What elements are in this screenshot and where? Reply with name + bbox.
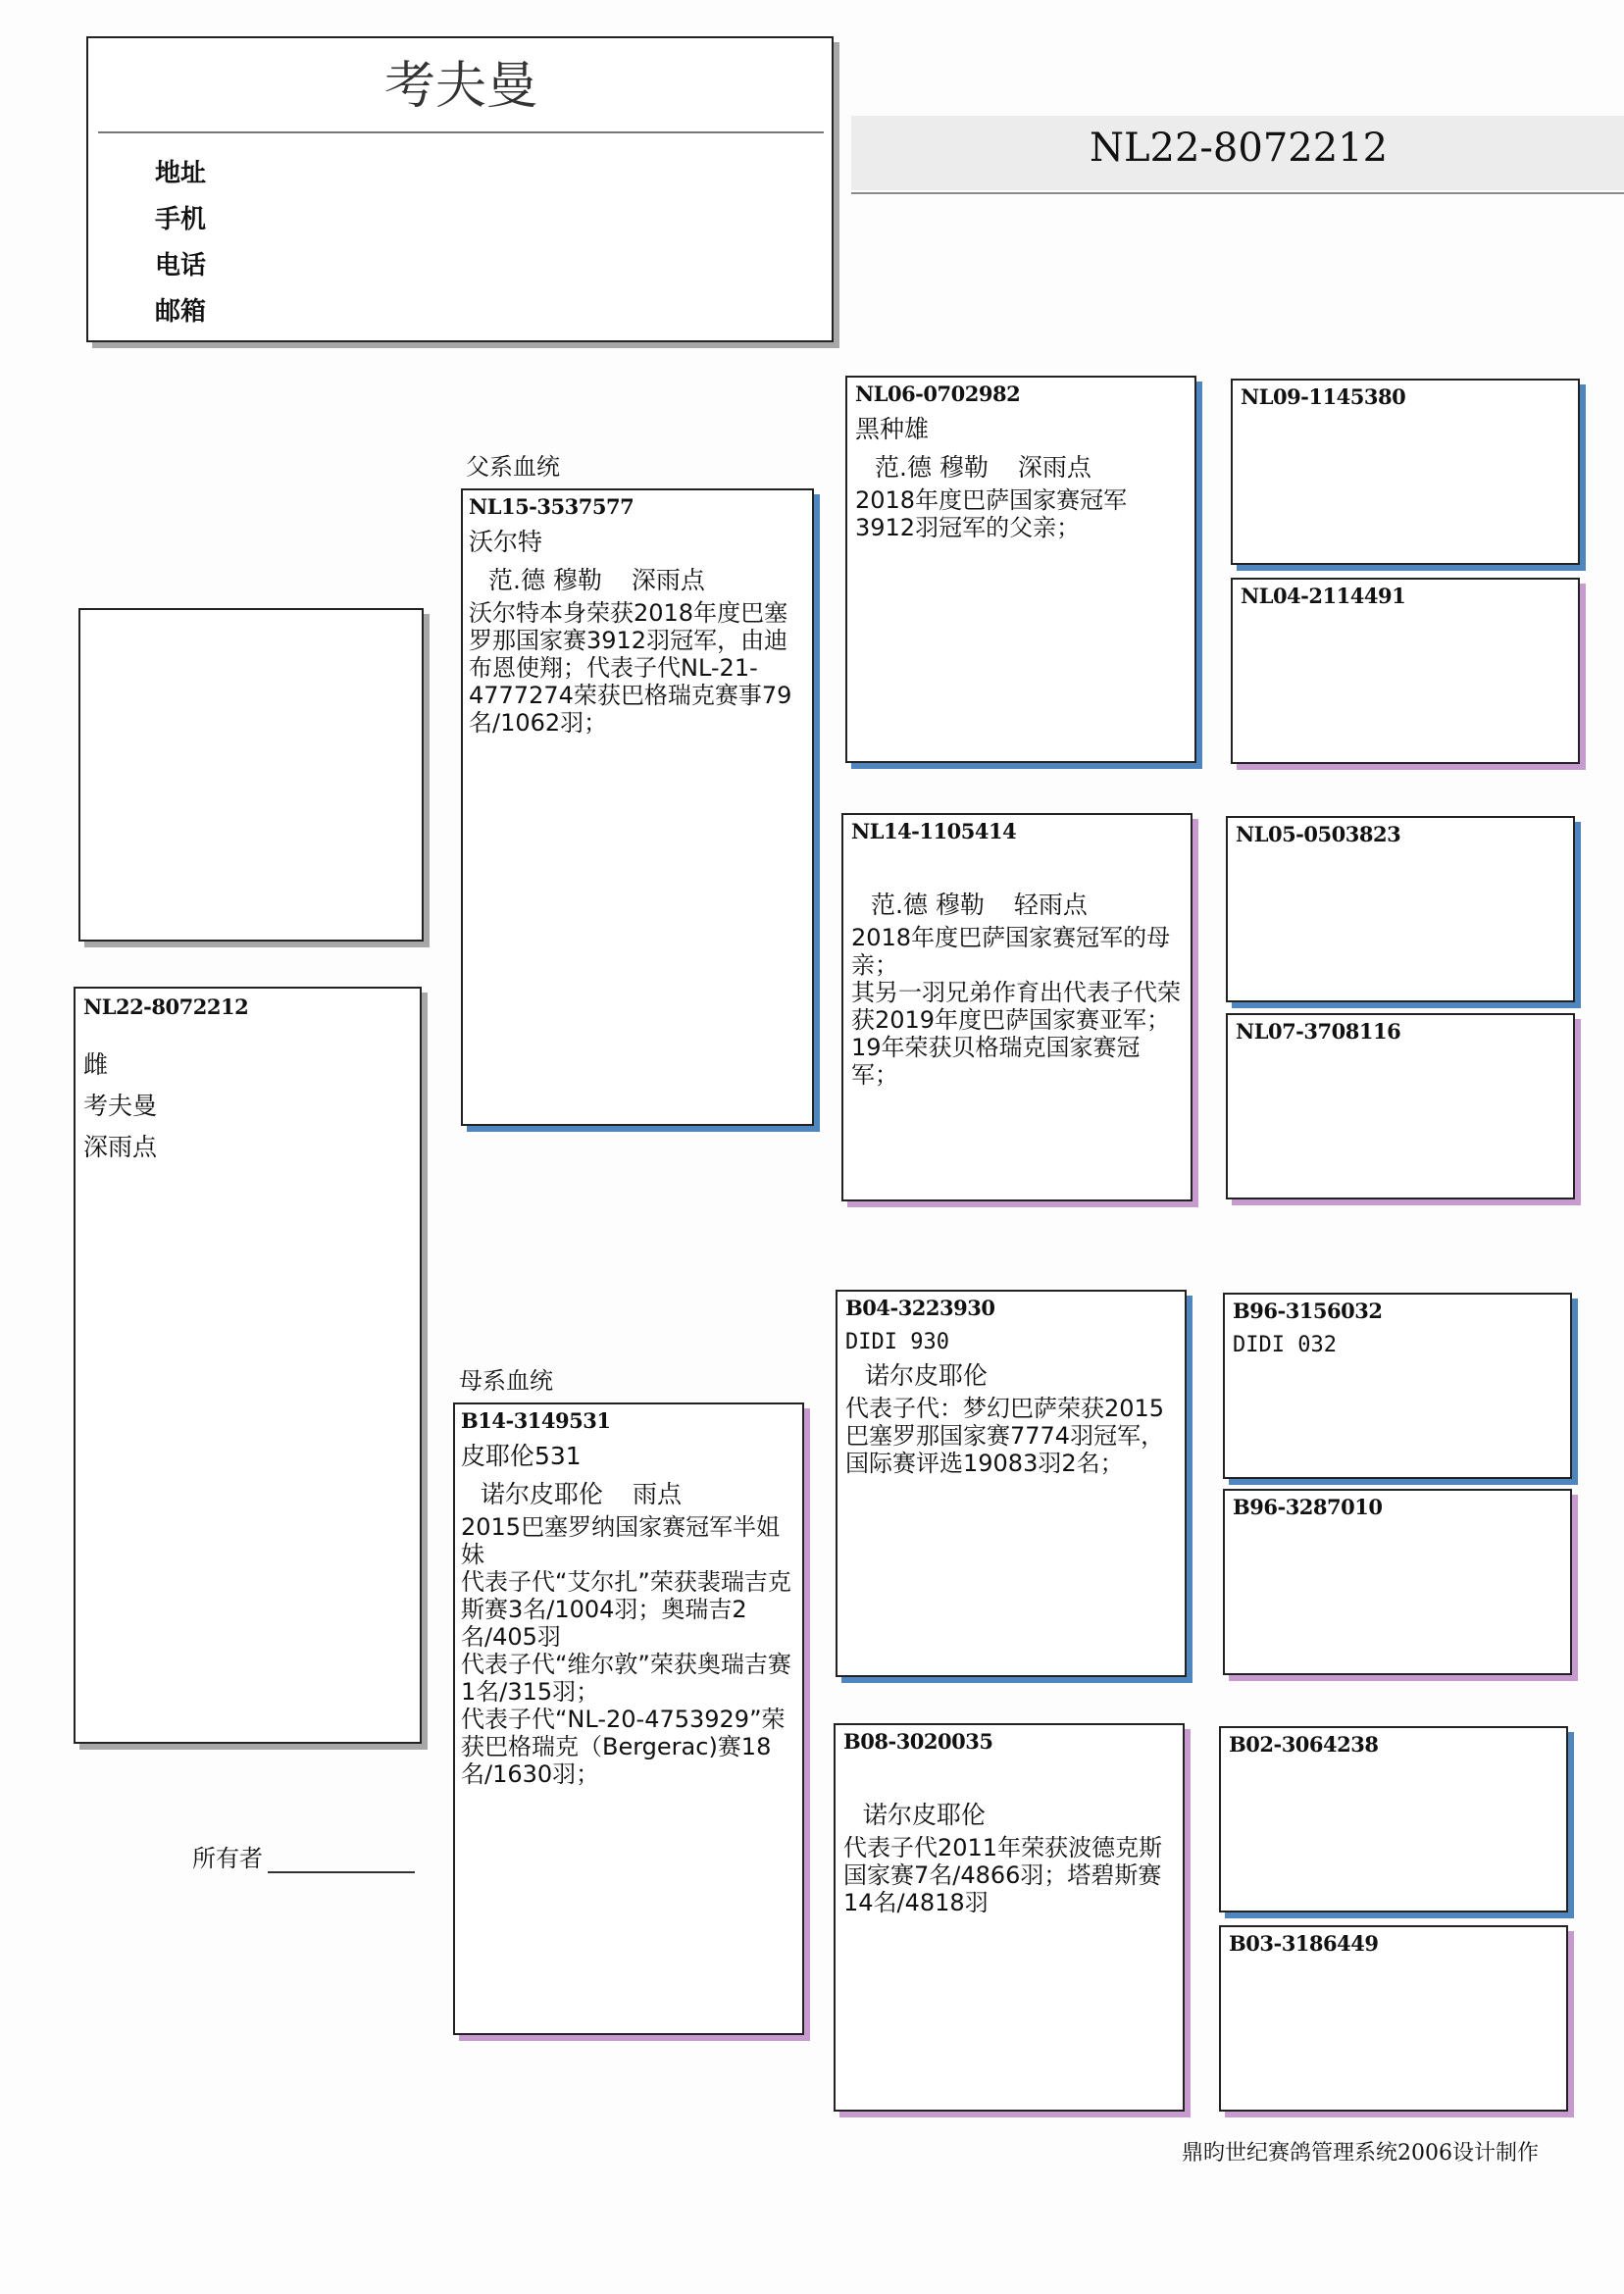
dam-sire-breeder: 诺尔皮耶伦	[865, 1361, 989, 1390]
address-label: 地址	[155, 159, 207, 188]
subject-breeder: 考夫曼	[83, 1092, 158, 1120]
main-ring-number: NL22-8072212	[1089, 126, 1389, 171]
ggp-sd-sire-ring: NL05-0503823	[1236, 822, 1401, 846]
owner-name: 考夫曼	[383, 57, 537, 116]
dam-sire-name: DIDI 930	[845, 1330, 949, 1354]
sire-sire-breeder-row	[855, 452, 1187, 483]
owner-field	[192, 1839, 415, 1873]
subject-sex: 雌	[83, 1050, 109, 1079]
photo-box	[78, 608, 424, 942]
ggp-dd-sire-card	[1219, 1726, 1568, 1912]
footer-credit: 鼎昀世纪赛鸽管理系统2006设计制作	[1182, 2141, 1539, 2166]
dam-dam-card	[834, 1723, 1185, 2112]
ggp-ss-sire-card	[1231, 379, 1580, 565]
dam-dam-breeder: 诺尔皮耶伦	[863, 1801, 987, 1829]
sire-section-label: 父系血统	[466, 453, 560, 481]
sire-dam-color: 轻雨点	[1013, 891, 1088, 919]
mobile-label: 手机	[155, 205, 207, 234]
sire-card	[461, 488, 814, 1126]
dam-dam-ring: B08-3020035	[843, 1729, 993, 1754]
dam-dam-description: 代表子代2011年荣获波德克斯国家赛7名/4866羽；塔碧斯赛14名/4818羽	[843, 1834, 1163, 1916]
sire-color: 深雨点	[631, 566, 705, 594]
subject-card	[74, 987, 422, 1744]
sire-description: 沃尔特本身荣获2018年度巴塞罗那国家赛3912羽冠军，由迪布恩使翔；代表子代NL-21-4777274荣获巴格瑞克赛事79名/1062羽；	[469, 599, 792, 737]
banner-underline	[851, 192, 1624, 194]
ggp-ss-dam-ring: NL04-2114491	[1241, 584, 1406, 608]
sire-sire-color: 深雨点	[1017, 453, 1091, 482]
sire-dam-card	[841, 813, 1193, 1201]
owner-label: 所有者	[192, 1845, 263, 1872]
ggp-dd-sire-ring: B02-3064238	[1229, 1732, 1379, 1757]
dam-color: 雨点	[633, 1480, 683, 1508]
sire-name: 沃尔特	[469, 528, 543, 556]
sire-dam-ring: NL14-1105414	[851, 819, 1017, 843]
ggp-ds-dam-ring: B96-3287010	[1233, 1495, 1383, 1519]
subject-color: 深雨点	[83, 1133, 158, 1161]
ggp-dd-dam-ring: B03-3186449	[1229, 1931, 1379, 1956]
dam-name: 皮耶伦531	[461, 1442, 582, 1470]
sire-sire-card	[845, 376, 1196, 763]
dam-ring: B14-3149531	[461, 1408, 611, 1433]
ggp-ds-sire-name: DIDI 032	[1233, 1333, 1337, 1357]
sire-sire-breeder: 范.德 穆勒	[875, 453, 989, 482]
ggp-dd-dam-card	[1219, 1925, 1568, 2112]
ggp-ds-dam-card	[1223, 1489, 1572, 1675]
sire-ring: NL15-3537577	[469, 494, 634, 519]
sire-dam-breeder-row	[851, 890, 1183, 920]
header-divider	[98, 131, 824, 133]
subject-ring: NL22-8072212	[83, 994, 249, 1019]
sire-dam-description: 2018年度巴萨国家赛冠军的母亲； 其另一羽兄弟作育出代表子代荣获2019年度巴萨国家赛亚军；19年荣获贝格瑞克国家赛冠军；	[851, 924, 1181, 1089]
ggp-ds-sire-card	[1223, 1293, 1572, 1479]
sire-sire-name: 黑种雄	[855, 415, 930, 443]
ggp-sd-sire-card	[1226, 816, 1575, 1002]
owner-header-card	[86, 36, 834, 342]
ggp-ss-sire-ring: NL09-1145380	[1241, 384, 1406, 409]
phone-label: 电话	[155, 251, 207, 280]
sire-sire-ring: NL06-0702982	[855, 382, 1021, 406]
ggp-ss-dam-card	[1231, 578, 1580, 764]
dam-card	[453, 1402, 804, 2035]
ggp-sd-dam-ring: NL07-3708116	[1236, 1019, 1401, 1044]
sire-breeder: 范.德 穆勒	[488, 566, 602, 594]
dam-sire-card	[836, 1290, 1187, 1677]
dam-sire-description: 代表子代：梦幻巴萨荣获2015巴塞罗那国家赛7774羽冠军，国际赛评选19083羽2名；	[845, 1395, 1165, 1477]
dam-description: 2015巴塞罗纳国家赛冠军半姐妹 代表子代“艾尔扎”荣获裴瑞吉克斯赛3名/1004羽；奥瑞吉2名/405羽 代表子代“维尔敦”荣获奥瑞吉赛1名/315羽； 代表子代“NL-20-4753929”荣获巴格瑞克（Bergerac)赛18名/1630羽；	[461, 1513, 791, 1788]
sire-dam-breeder: 范.德 穆勒	[871, 891, 985, 919]
ggp-ds-sire-ring: B96-3156032	[1233, 1299, 1383, 1323]
dam-section-label: 母系血统	[459, 1367, 553, 1395]
dam-breeder: 诺尔皮耶伦	[481, 1480, 604, 1508]
dam-breeder-row	[461, 1479, 796, 1509]
owner-line	[268, 1871, 415, 1873]
ggp-sd-dam-card	[1226, 1013, 1575, 1199]
sire-breeder-row	[469, 565, 806, 595]
dam-sire-ring: B04-3223930	[845, 1296, 995, 1320]
email-label: 邮箱	[155, 297, 207, 327]
sire-sire-description: 2018年度巴萨国家赛冠军3912羽冠军的父亲；	[855, 486, 1128, 541]
